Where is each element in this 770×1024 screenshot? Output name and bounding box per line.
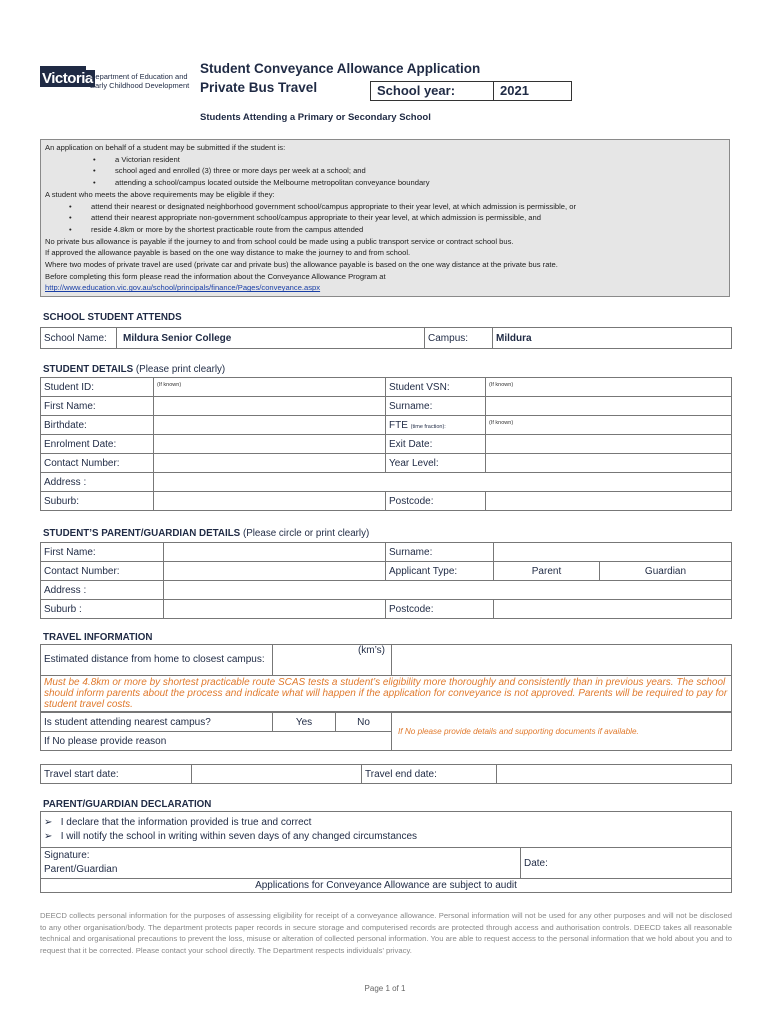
info-line: Before completing this form please read the information about the Conveyance Allowance Program at <box>45 271 386 281</box>
contact-number-field[interactable] <box>154 454 386 473</box>
privacy-statement: DEECD collects personal information for the purposes of assessing eligibility for receipt of a conveyance allowance. Personal information will not be used for any other purposes and will not be disclosed to any other organisation/body. The department protects paper records in secure storage and computerised records are protected through access and authorisation controls. DEECD takes all reasonable technical and organisational precautions to prevent the loss, misuse or alteration of collected personal information. You are able to request access to the personal information that we hold about you and to request that it be corrected. Please contact your school directly. The Department respects individuals’ privacy. <box>40 911 732 955</box>
conveyance-link[interactable]: http://www.education.vic.gov.au/school/principals/finance/Pages/conveyance.aspx <box>45 283 321 293</box>
eligibility-info <box>40 139 730 297</box>
guardian-address-field[interactable] <box>164 581 732 600</box>
attendance-heading: Students Attending a Primary or Secondary School <box>200 112 431 123</box>
applicant-type-label: Applicant Type: <box>386 562 494 581</box>
address-field[interactable] <box>154 473 732 492</box>
postcode-field[interactable] <box>486 492 732 511</box>
first-name-field[interactable] <box>154 397 386 416</box>
postcode-label: Postcode: <box>386 492 486 511</box>
student-table <box>40 377 732 511</box>
declaration-item: ➢ I will notify the school in writing within seven days of any changed circumstances <box>44 830 418 842</box>
guardian-postcode-label: Postcode: <box>386 600 494 619</box>
info-bullet: • attend their nearest or designated neighborhood government school/campus appropriate to their year level, at which admission is permissible, or <box>45 201 725 213</box>
audit-note: Applications for Conveyance Allowance are subject to audit <box>41 879 732 893</box>
date-field[interactable]: Date: <box>521 848 732 879</box>
form-title: Student Conveyance Allowance Application <box>200 61 481 76</box>
info-bullet: • attend their nearest appropriate non-government school/campus appropriate to their year level, at which admission is permissible, and <box>45 212 725 224</box>
applicant-type-parent[interactable]: Parent <box>494 562 600 581</box>
info-bullet: • reside 4.8km or more by the shortest practicable route from the campus attended <box>45 224 725 236</box>
travel-end-field[interactable] <box>497 765 732 784</box>
student-id-field[interactable]: (If known) <box>154 378 386 397</box>
first-name-label: First Name: <box>41 397 154 416</box>
travel-start-label: Travel start date: <box>41 765 192 784</box>
school-name-label: School Name: <box>41 328 117 349</box>
school-year-value[interactable]: 2021 <box>500 83 529 98</box>
declaration-heading: PARENT/GUARDIAN DECLARATION <box>43 799 212 810</box>
guardian-suburb-field[interactable] <box>164 600 386 619</box>
student-vsn-label: Student VSN: <box>386 378 486 397</box>
info-line: Where two modes of private travel are used (private car and private bus) the allowance payable is based on the one way distance at the private bus rate. <box>45 260 558 270</box>
victoria-logo <box>40 66 190 92</box>
signature-field[interactable]: Signature: Parent/Guardian <box>41 848 521 879</box>
fte-field[interactable]: (If known) <box>486 416 732 435</box>
enrolment-date-field[interactable] <box>154 435 386 454</box>
nearest-no-option[interactable]: No <box>336 713 392 732</box>
nearest-yes-option[interactable]: Yes <box>273 713 336 732</box>
campus-field[interactable]: Mildura <box>493 328 732 349</box>
department-name: Department of Education and Early Childhood Development <box>90 72 190 90</box>
fte-label: FTE (time fraction): <box>386 416 486 435</box>
school-section-heading: SCHOOL STUDENT ATTENDS <box>43 312 182 323</box>
declaration-items <box>41 812 732 848</box>
guardian-surname-label: Surname: <box>386 543 494 562</box>
guardian-contact-field[interactable] <box>164 562 386 581</box>
suburb-label: Suburb: <box>41 492 154 511</box>
declaration-table <box>40 811 732 893</box>
guardian-section-heading: STUDENT’S PARENT/GUARDIAN DETAILS (Please circle or print clearly) <box>43 528 370 539</box>
if-no-reason-field[interactable]: If No please provide reason <box>41 732 392 751</box>
applicant-type-guardian[interactable]: Guardian <box>600 562 732 581</box>
travel-dates-table <box>40 764 732 784</box>
student-section-heading: STUDENT DETAILS (Please print clearly) <box>43 364 226 375</box>
info-line: No private bus allowance is payable if the journey to and from school could be made using a public transport service or contract school bus. <box>45 236 514 246</box>
school-name-field[interactable]: Mildura Senior College <box>117 328 425 349</box>
guardian-first-name-field[interactable] <box>164 543 386 562</box>
logo-text: Victoria <box>42 70 93 87</box>
nearest-campus-label: Is student attending nearest campus? <box>41 713 273 732</box>
school-table <box>40 327 732 349</box>
exit-date-label: Exit Date: <box>386 435 486 454</box>
distance-field[interactable]: (km’s) <box>273 645 392 676</box>
contact-number-label: Contact Number: <box>41 454 154 473</box>
guardian-postcode-field[interactable] <box>494 600 732 619</box>
distance-label: Estimated distance from home to closest campus: <box>41 645 273 676</box>
if-no-note: If No please provide details and supporting documents if available. <box>392 713 732 751</box>
birthdate-field[interactable] <box>154 416 386 435</box>
exit-date-field[interactable] <box>486 435 732 454</box>
declaration-item: ➢ I declare that the information provided is true and correct <box>44 816 312 828</box>
guardian-first-name-label: First Name: <box>41 543 164 562</box>
travel-table <box>40 644 732 712</box>
form-subtitle: Private Bus Travel <box>200 80 318 95</box>
guardian-address-label: Address : <box>41 581 164 600</box>
guardian-table <box>40 542 732 619</box>
suburb-field[interactable] <box>154 492 386 511</box>
info-line: If approved the allowance payable is based on the one way distance to make the journey to and from school. <box>45 248 411 258</box>
distance-warning: Must be 4.8km or more by shortest practicable route SCAS tests a student’s eligibility more thoroughly and consistently than in previous years. The school should inform parents about the process and indicate what will happen if the application for conveyance is not approved. Parents will be required to pay for student travel costs. <box>41 676 732 712</box>
nearest-campus-table <box>40 712 732 751</box>
surname-label: Surname: <box>386 397 486 416</box>
student-id-label: Student ID: <box>41 378 154 397</box>
info-bullet: • school aged and enrolled (3) three or more days per week at a school; and <box>45 165 725 177</box>
travel-end-label: Travel end date: <box>362 765 497 784</box>
info-bullet: • a Victorian resident <box>45 154 725 166</box>
birthdate-label: Birthdate: <box>41 416 154 435</box>
guardian-surname-field[interactable] <box>494 543 732 562</box>
info-line: A student who meets the above requirements may be eligible if they: <box>45 189 275 199</box>
address-label: Address : <box>41 473 154 492</box>
distance-blank <box>392 645 732 676</box>
travel-section-heading: TRAVEL INFORMATION <box>43 632 153 643</box>
year-level-label: Year Level: <box>386 454 486 473</box>
campus-label: Campus: <box>425 328 493 349</box>
page-number: Page 1 of 1 <box>364 984 406 993</box>
student-vsn-field[interactable]: (If known) <box>486 378 732 397</box>
info-bullet: • attending a school/campus located outside the Melbourne metropolitan conveyance boundary <box>45 177 725 189</box>
enrolment-date-label: Enrolment Date: <box>41 435 154 454</box>
guardian-suburb-label: Suburb : <box>41 600 164 619</box>
surname-field[interactable] <box>486 397 732 416</box>
info-line: An application on behalf of a student may be submitted if the student is: <box>45 143 286 152</box>
school-year-label: School year: <box>371 82 494 100</box>
travel-start-field[interactable] <box>192 765 362 784</box>
school-year-box <box>370 81 572 101</box>
guardian-contact-label: Contact Number: <box>41 562 164 581</box>
year-level-field[interactable] <box>486 454 732 473</box>
